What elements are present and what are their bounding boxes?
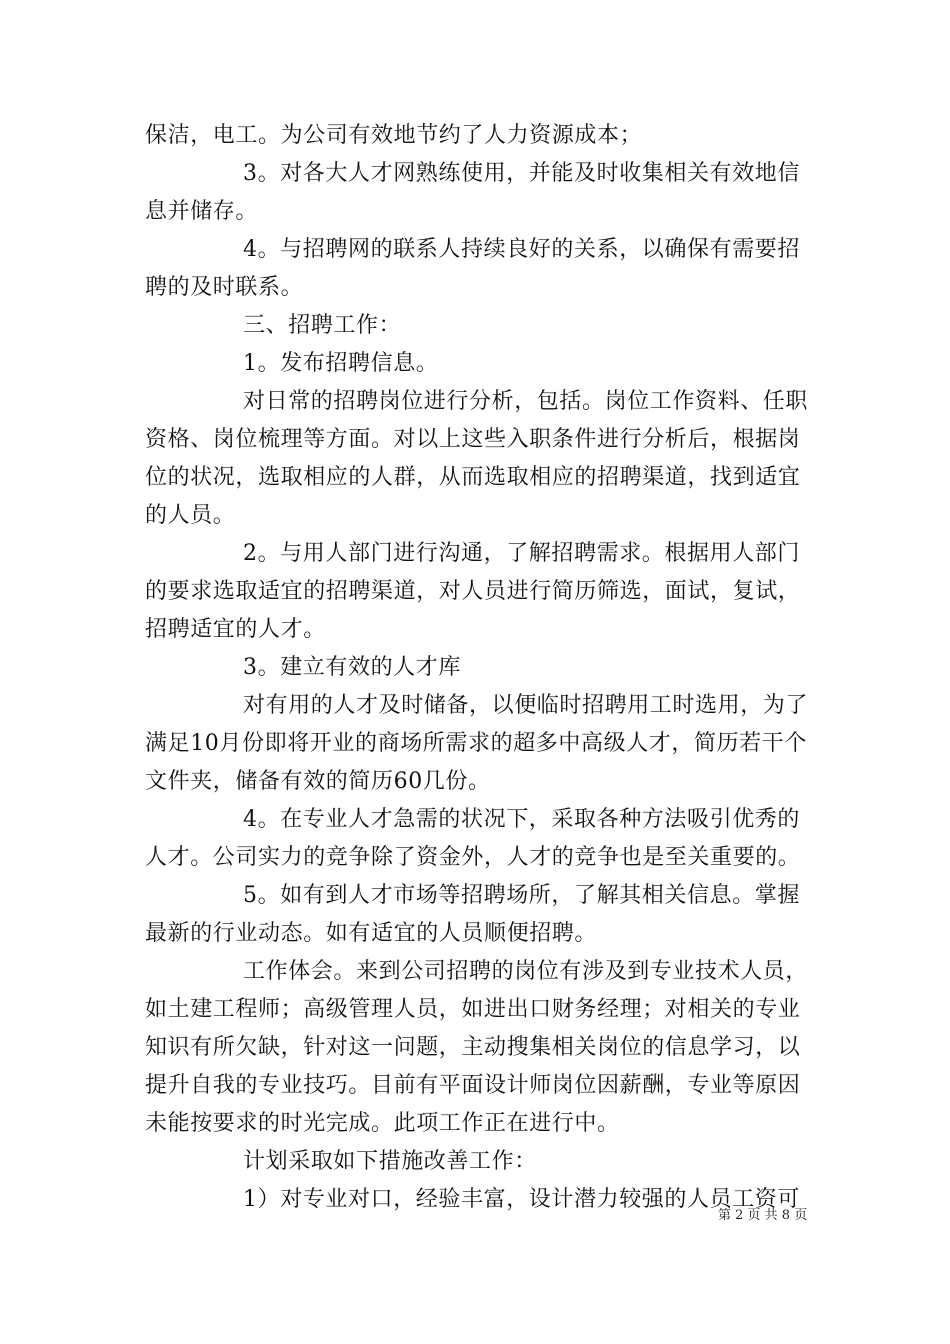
text-line: 保洁，电工。为公司有效地节约了人力资源成本；	[145, 123, 643, 148]
text-line: 4。与招聘网的联系人持续良好的关系，以确保有需要招	[243, 237, 800, 262]
text-line: 计划采取如下措施改善工作：	[243, 1149, 537, 1174]
text-line: 资格、岗位梳理等方面。对以上这些入职条件进行分析后，根据岗	[145, 427, 801, 452]
text-line: 对日常的招聘岗位进行分析，包括。岗位工作资料、任职	[243, 389, 809, 414]
text-line: 文件夹，储备有效的简历60几份。	[145, 769, 491, 794]
text-line: 未能按要求的时光完成。此项工作正在进行中。	[145, 1111, 620, 1136]
text-line: 4。在专业人才急需的状况下，采取各种方法吸引优秀的	[243, 807, 800, 832]
text-line: 1。发布招聘信息。	[243, 351, 439, 376]
text-line: 满足10月份即将开业的商场所需求的超多中高级人才，简历若干个	[145, 731, 807, 756]
text-line: 的人员。	[145, 503, 236, 528]
text-line: 知识有所欠缺，针对这一问题，主动搜集相关岗位的信息学习，以	[145, 1035, 801, 1060]
text-line: 提升自我的专业技巧。目前有平面设计师岗位因薪酬，专业等原因	[145, 1073, 801, 1098]
text-line: 聘的及时联系。	[145, 275, 304, 300]
page-number-footer: 第 2 页 共 8 页	[718, 1208, 808, 1223]
text-line: 对有用的人才及时储备，以便临时招聘用工时选用，为了	[243, 693, 809, 718]
section-heading: 三、招聘工作：	[243, 313, 402, 338]
text-line: 3。建立有效的人才库	[243, 655, 461, 680]
text-line: 招聘适宜的人才。	[145, 617, 326, 642]
text-line: 工作体会。来到公司招聘的岗位有涉及到专业技术人员，	[243, 959, 809, 984]
text-line: 如土建工程师；高级管理人员，如进出口财务经理；对相关的专业	[145, 997, 801, 1022]
text-line: 1）对专业对口，经验丰富，设计潜力较强的人员工资可	[243, 1187, 800, 1212]
text-line: 2。与用人部门进行沟通，了解招聘需求。根据用人部门	[243, 541, 800, 566]
text-line: 最新的行业动态。如有适宜的人员顺便招聘。	[145, 921, 598, 946]
text-line: 的要求选取适宜的招聘渠道，对人员进行简历筛选，面试，复试，	[145, 579, 801, 604]
text-line: 息并储存。	[145, 199, 259, 224]
text-line: 3。对各大人才网熟练使用，并能及时收集相关有效地信	[243, 161, 800, 186]
text-line: 位的状况，选取相应的人群，从而选取相应的招聘渠道，找到适宜	[145, 465, 801, 490]
text-line: 5。如有到人才市场等招聘场所，了解其相关信息。掌握	[243, 883, 800, 908]
text-line: 人才。公司实力的竞争除了资金外，人才的竞争也是至关重要的。	[145, 845, 801, 870]
